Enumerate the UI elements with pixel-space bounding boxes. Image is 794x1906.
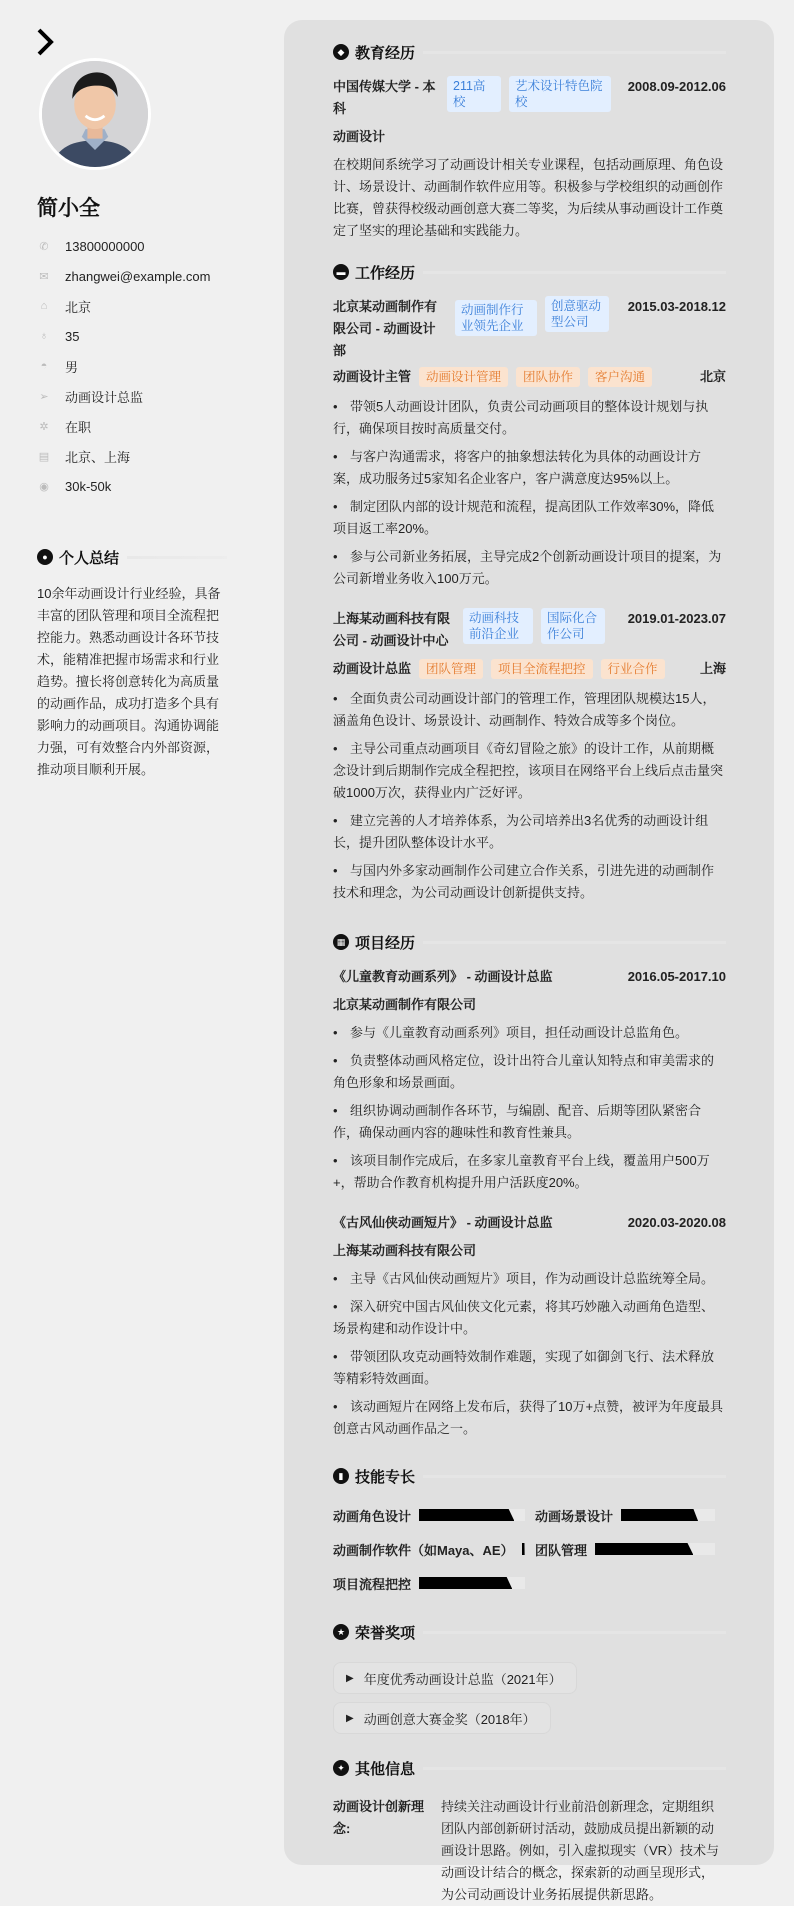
job-role: 动画设计总监 (333, 661, 412, 676)
user-icon: ● (37, 549, 53, 565)
contact-text: 北京、上海 (65, 449, 131, 465)
bullet-item: • 与国内外多家动画制作公司建立合作关系，引进先进的动画制作技术和理念，为公司动画设计创新提供支持。 (333, 860, 726, 904)
section-heading (333, 40, 726, 64)
candidate-name: 简小全 (37, 197, 100, 220)
work-header (333, 296, 726, 362)
skills-section (333, 1464, 726, 1594)
skill-tag: 客户沟通 (588, 367, 652, 387)
skill-item (535, 1538, 725, 1560)
skill-bar (419, 1577, 525, 1589)
skill-item (333, 1572, 535, 1594)
contact-location (37, 291, 237, 321)
skill-tag: 行业合作 (601, 659, 665, 679)
project-company: 上海某动画科技有限公司 (333, 1243, 477, 1258)
project-company: 北京某动画制作有限公司 (333, 997, 477, 1012)
skill-bar-fill (522, 1543, 525, 1555)
award-item[interactable] (333, 1662, 726, 1702)
bullet-item: • 建立完善的人才培养体系，为公司培养出3名优秀的动画设计组长，提升团队整体设计水平。 (333, 810, 726, 854)
contact-text: 北京 (65, 299, 92, 315)
section-heading (333, 930, 726, 954)
work-bullets (333, 688, 726, 904)
project-bullets (333, 1022, 726, 1194)
company-tag: 创意驱动型公司 (545, 296, 609, 332)
contact-salary (37, 471, 237, 501)
graduation-cap-icon: ◆ (333, 44, 349, 60)
company-name: 上海某动画科技有限公司 - 动画设计中心 (333, 611, 451, 648)
grid-icon: ▦ (333, 934, 349, 950)
education-date: 2008.09-2012.06 (627, 79, 726, 94)
award-item[interactable] (333, 1702, 726, 1742)
summary-text: 10余年动画设计行业经验，具备丰富的团队管理和项目全流程把控能力。熟悉动画设计各环节技术，能精准把握市场需求和行业趋势。擅长将创意转化为高质量的动画作品，成功打造多个具有影响力的动画项目。沟通协调能力强，可有效整合内外部资源，推动项目顺利开展。 (37, 586, 221, 777)
contact-phone (37, 231, 237, 261)
work-section (333, 260, 726, 904)
projects-section (333, 930, 726, 1440)
bullet-item: • 参与公司新业务拓展，主导完成2个创新动画设计项目的提案，为公司新增业务收入100万元。 (333, 546, 726, 590)
mail-icon: ✉ (39, 270, 49, 283)
contact-position (37, 381, 237, 411)
job-role: 动画设计主管 (333, 369, 412, 384)
skill-bar (621, 1509, 715, 1521)
logo-icon (37, 28, 55, 58)
skill-name: 动画制作软件（如Maya、AE） (333, 1542, 514, 1558)
skill-tag: 团队管理 (419, 659, 483, 679)
resume-main-card (284, 20, 774, 1902)
skills-grid (333, 1504, 726, 1594)
cake-icon: ♁ (39, 330, 49, 342)
project-header (333, 966, 726, 988)
building-icon: ▤ (38, 450, 50, 463)
bullet-item: • 组织协调动画制作各环节，与编剧、配音、后期等团队紧密合作，确保动画内容的趣味性和教育性兼具。 (333, 1100, 726, 1144)
home-icon: ⌂ (40, 300, 48, 312)
section-title: 技能专长 (355, 1468, 416, 1486)
contact-list (37, 231, 237, 501)
bullet-item: • 与客户沟通需求，将客户的抽象想法转化为具体的动画设计方案，成功服务过5家知名企业客户，客户满意度达95%以上。 (333, 446, 726, 490)
awards-section (333, 1620, 726, 1742)
bullet-item: • 参与《儿童教育动画系列》项目，担任动画设计总监角色。 (333, 1022, 726, 1044)
contact-text: 35 (65, 328, 80, 344)
briefcase-icon: ▬ (333, 264, 349, 280)
work-date: 2019.01-2023.07 (627, 611, 726, 626)
bullet-item: • 负责整体动画风格定位，设计出符合儿童认知特点和审美需求的角色形象和场景画面。 (333, 1050, 726, 1094)
company-name: 北京某动画制作有限公司 - 动画设计部 (333, 299, 438, 358)
bar-chart-icon: ▮ (333, 1468, 349, 1484)
skill-name: 项目流程把控 (333, 1576, 412, 1592)
project-item (333, 966, 726, 1194)
salary-icon: ◉ (39, 480, 49, 493)
project-date: 2020.03-2020.08 (627, 1215, 726, 1230)
contact-text: 13800000000 (65, 238, 145, 254)
skill-bar-fill (419, 1577, 512, 1589)
bullet-item: • 该项目制作完成后，在多家儿童教育平台上线，覆盖用户500万+，帮助合作教育机构提升用户活跃度20%。 (333, 1150, 726, 1194)
skill-bar-fill (595, 1543, 693, 1555)
project-item (333, 1212, 726, 1440)
education-description: 在校期间系统学习了动画设计相关专业课程，包括动画原理、角色设计、场景设计、动画制作软件应用等。积极参与学校组织的动画创作比赛，曾获得校级动画创意大赛二等奖，为后续从事动画设计工作奠定了坚实的理论基础和实践能力。 (333, 157, 724, 238)
bullet-item: • 带领团队攻克动画特效制作难题，实现了如御剑飞行、法术释放等精彩特效画面。 (333, 1346, 726, 1390)
skill-bar (522, 1543, 525, 1555)
award-text: 动画创意大赛金奖（2018年） (363, 1711, 536, 1727)
project-name: 《古风仙侠动画短片》 - 动画设计总监 (333, 1215, 553, 1230)
sidebar (37, 28, 227, 777)
company-tag: 动画科技前沿企业 (463, 608, 533, 644)
bullet-item: • 全面负责公司动画设计部门的管理工作，管理团队规模达15人，涵盖角色设计、场景设计、动画制作、特效合成等多个岗位。 (333, 688, 726, 732)
section-title: 荣誉奖项 (355, 1624, 416, 1642)
project-bullets (333, 1268, 726, 1440)
skill-tag: 项目全流程把控 (491, 659, 593, 679)
section-heading (333, 260, 726, 284)
summary-section (37, 545, 227, 781)
bullet-item: • 主导《古风仙侠动画短片》项目，作为动画设计总监统筹全局。 (333, 1268, 726, 1290)
company-tag: 国际化合作公司 (541, 608, 605, 644)
skill-item (333, 1504, 535, 1526)
skill-bar (419, 1509, 525, 1521)
school-tag: 艺术设计特色院校 (509, 76, 611, 112)
skill-item (535, 1504, 725, 1526)
work-date: 2015.03-2018.12 (627, 299, 726, 314)
education-header (333, 76, 726, 120)
section-title: 个人总结 (59, 549, 120, 567)
contact-cities (37, 441, 237, 471)
section-title: 其他信息 (355, 1760, 416, 1778)
contact-text: 男 (65, 359, 79, 375)
status-icon: ✲ (39, 420, 49, 433)
avatar (39, 58, 151, 170)
other-info-item (333, 1796, 726, 1906)
skill-name: 团队管理 (535, 1542, 588, 1558)
work-city: 北京 (699, 369, 726, 384)
skill-name: 动画场景设计 (535, 1508, 614, 1524)
education-section (333, 40, 726, 242)
contact-gender (37, 351, 237, 381)
project-name: 《儿童教育动画系列》 - 动画设计总监 (333, 969, 553, 984)
work-role-row (333, 658, 726, 680)
work-bullets (333, 396, 726, 590)
award-icon: ★ (333, 1624, 349, 1640)
triangle-right-icon: ▶ (346, 1712, 354, 1724)
skill-bar-fill (419, 1509, 514, 1521)
contact-text: 在职 (65, 419, 92, 435)
contact-age (37, 321, 237, 351)
school-tag: 211高校 (447, 76, 501, 112)
bullet-item: • 制定团队内部的设计规范和流程，提高团队工作效率30%，降低项目返工率20%。 (333, 496, 726, 540)
skill-bar-fill (621, 1509, 698, 1521)
company-tag: 动画制作行业领先企业 (455, 300, 537, 336)
other-section (333, 1756, 726, 1906)
contact-email (37, 261, 237, 291)
work-city: 上海 (699, 661, 726, 676)
triangle-right-icon: ▶ (346, 1672, 354, 1684)
send-icon: ➢ (39, 390, 49, 403)
skill-name: 动画角色设计 (333, 1508, 412, 1524)
project-header (333, 1212, 726, 1234)
work-item (333, 608, 726, 904)
bullet-item: • 该动画短片在网络上发布后，获得了10万+点赞，被评为年度最具创意古风动画作品之一。 (333, 1396, 726, 1440)
work-role-row (333, 366, 726, 388)
section-title: 教育经历 (355, 44, 416, 62)
skill-tag: 动画设计管理 (419, 367, 508, 387)
contact-status (37, 411, 237, 441)
major: 动画设计 (333, 129, 386, 144)
contact-text: 动画设计总监 (65, 389, 144, 405)
work-item (333, 296, 726, 590)
contact-text: zhangwei@example.com (65, 268, 211, 284)
section-heading (333, 1756, 726, 1780)
bullet-item: • 主导公司重点动画项目《奇幻冒险之旅》的设计工作，从前期概念设计到后期制作完成全程把控，该项目在网络平台上线后点击量突破1000万次，获得业内广泛好评。 (333, 738, 726, 804)
bullet-item: • 带领5人动画设计团队，负责公司动画项目的整体设计规划与执行，确保项目按时高质量交付。 (333, 396, 726, 440)
work-header (333, 608, 726, 652)
contact-text: 30k-50k (65, 478, 112, 494)
school-name: 中国传媒大学 - 本科 (333, 79, 436, 116)
phone-icon: ✆ (39, 240, 49, 253)
skill-item (333, 1538, 535, 1560)
section-heading (37, 545, 227, 569)
section-title: 项目经历 (355, 934, 416, 952)
section-heading (333, 1620, 726, 1644)
other-info-label: 动画设计创新理念: (333, 1799, 425, 1836)
section-heading (333, 1464, 726, 1488)
skill-tag: 团队协作 (516, 367, 580, 387)
section-title: 工作经历 (355, 264, 416, 282)
award-text: 年度优秀动画设计总监（2021年） (363, 1671, 562, 1687)
other-info-text: 持续关注动画设计行业前沿创新理念，定期组织团队内部创新研讨活动，鼓励成员提出新颖的动画设计思路。例如，引入虚拟现实（VR）技术与动画设计结合的概念，探索新的动画呈现形式，为公司动画设计业务拓展提供新思路。 (441, 1799, 720, 1902)
gender-icon: ◓ (40, 360, 48, 372)
skill-bar (595, 1543, 715, 1555)
bullet-item: • 深入研究中国古风仙侠文化元素，将其巧妙融入动画角色造型、场景构建和动作设计中。 (333, 1296, 726, 1340)
project-date: 2016.05-2017.10 (627, 969, 726, 984)
info-icon: ✦ (333, 1760, 349, 1776)
